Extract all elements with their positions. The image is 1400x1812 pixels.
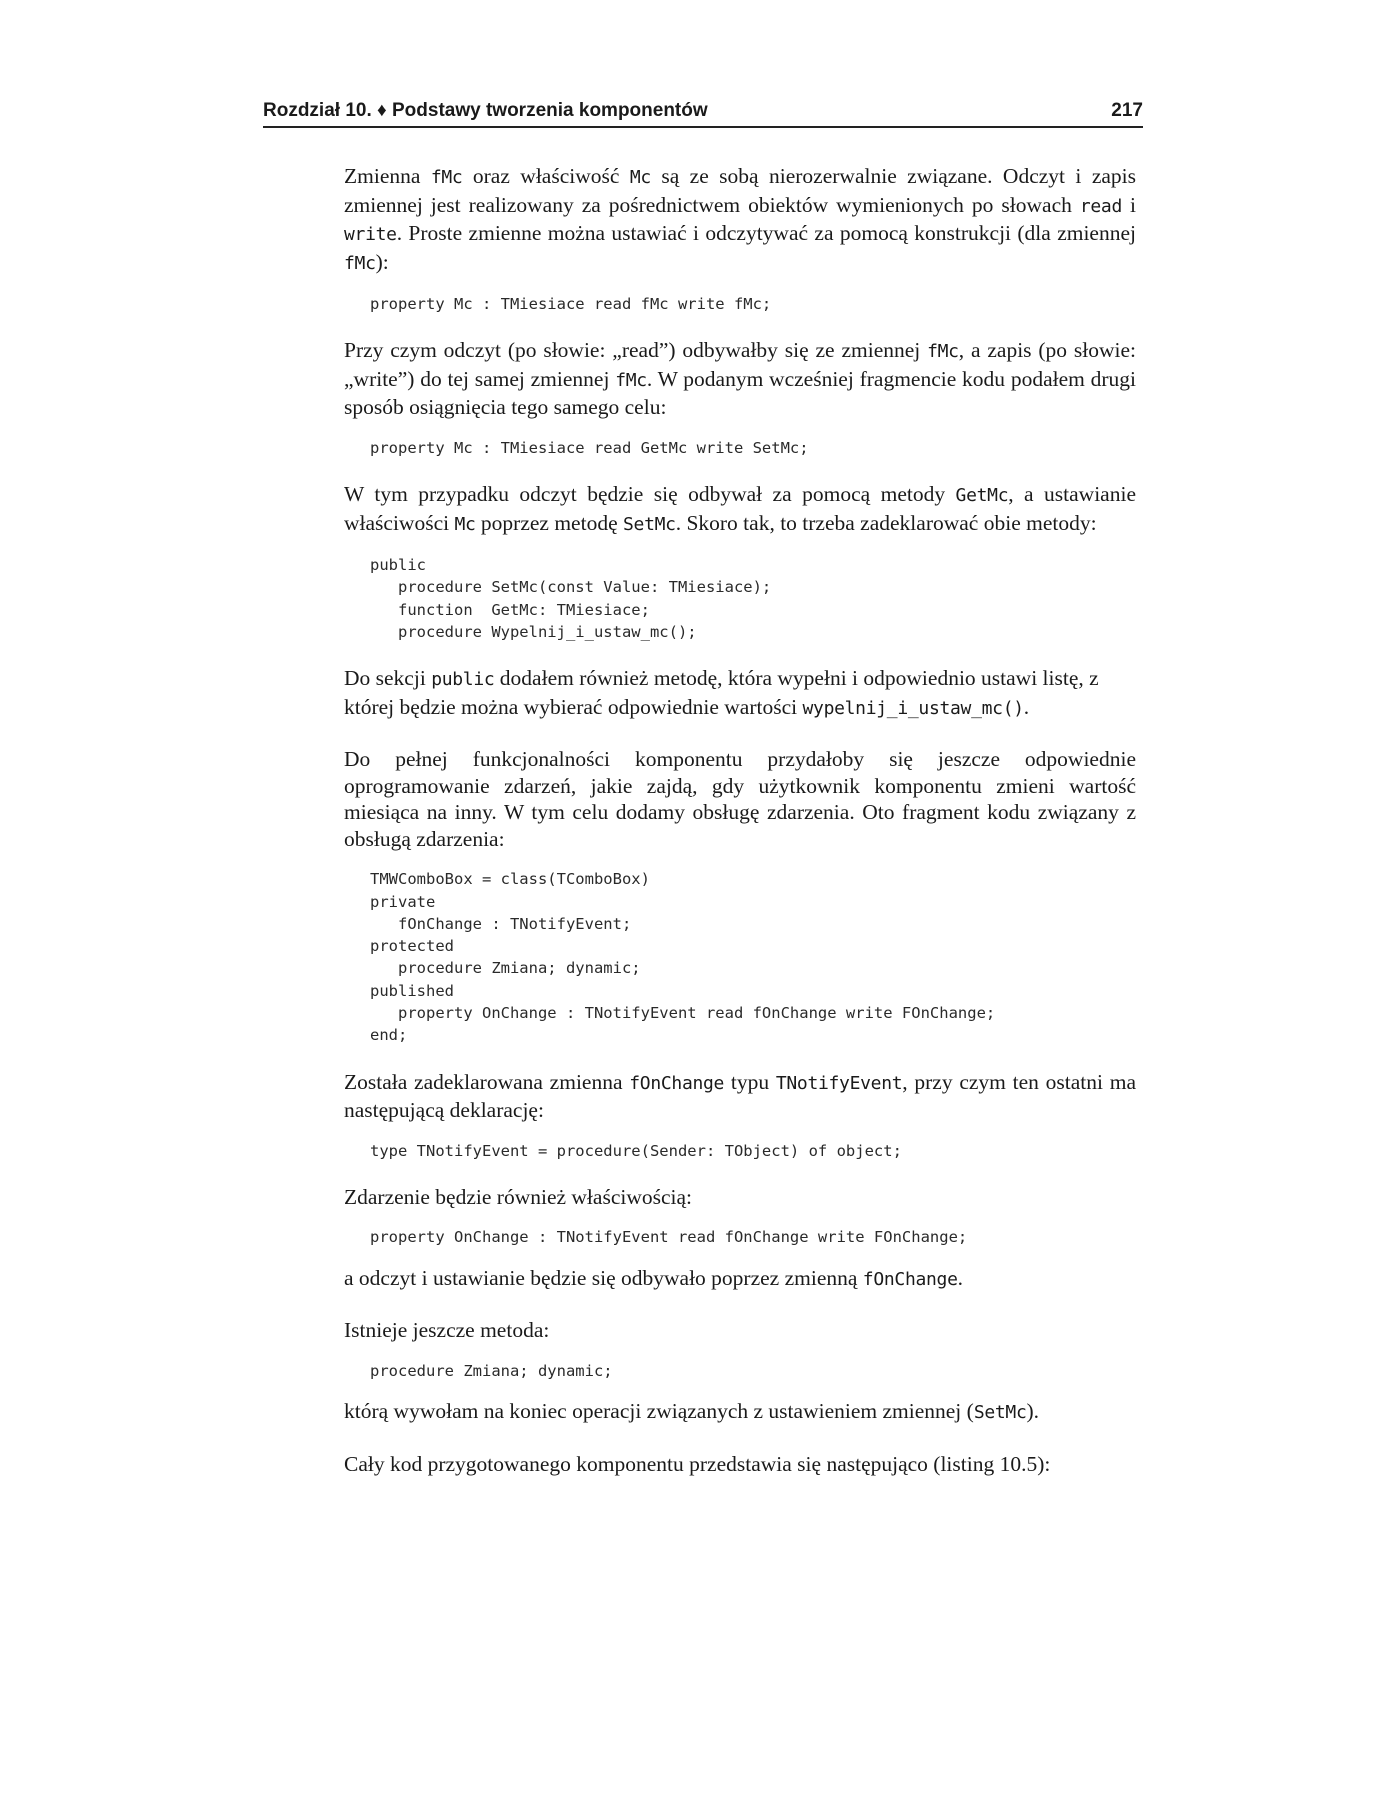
paragraph-10 xyxy=(344,1398,1136,1427)
inline-code: SetMc xyxy=(973,1402,1027,1424)
text: i xyxy=(1122,192,1136,217)
paragraph-9: Istnieje jeszcze metoda: xyxy=(344,1318,550,1343)
paragraph-8 xyxy=(344,1265,1136,1294)
code-block-3: public procedure SetMc(const Value: TMiesiace); function GetMc: TMiesiace; procedure Wypelnij_i_ustaw_mc(); xyxy=(370,556,772,641)
paragraph-11: Cały kod przygotowanego komponentu przedstawia się następująco (listing 10.5): xyxy=(344,1451,1051,1476)
page-number: 217 xyxy=(1111,100,1143,121)
code-block-2: property Mc : TMiesiace read GetMc write SetMc; xyxy=(370,438,809,457)
text: którą wywołam na koniec operacji związanych z ustawieniem zmiennej ( xyxy=(344,1399,974,1424)
text: Przy czym odczyt (po słowie: „read”) odbywałby się ze zmiennej xyxy=(344,338,928,363)
inline-code: Mc xyxy=(629,167,651,188)
paragraph-7: Zdarzenie będzie również właściwością: xyxy=(344,1184,693,1209)
text: , a zapis (po słowie: „write”) do tej samej zmiennej xyxy=(344,338,1136,391)
inline-code: Mc xyxy=(454,513,476,535)
inline-code: TNotifyEvent xyxy=(775,1072,903,1094)
inline-code: read xyxy=(1079,195,1123,217)
inline-code: fMc xyxy=(344,252,376,274)
text: ): xyxy=(375,249,389,274)
text: . xyxy=(1023,694,1030,719)
inline-code: fMc xyxy=(430,167,463,188)
inline-code: wypelnij_i_ustaw_mc() xyxy=(802,697,1024,719)
page-content xyxy=(344,163,1136,1477)
inline-code: fOnChange xyxy=(629,1072,725,1094)
text: , a ustawianie właściwości xyxy=(344,482,1136,535)
text: . Proste zmienne można ustawiać i odczytywać za pomocą konstrukcji (dla zmiennej xyxy=(396,221,1136,245)
text: Zmienna xyxy=(344,164,431,188)
inline-code: public xyxy=(431,669,495,691)
paragraph-6 xyxy=(344,1069,1136,1124)
text: oraz właściwość xyxy=(462,164,630,188)
paragraph-5: Do pełnej funkcjonalności komponentu przydałoby się jeszcze odpowiednie oprogramowanie zdarzeń, jakie zajdą, gdy użytkownik komponentu zmieni wartość miesiąca na inny. W tym celu dodamy obsługę zdarzenia. Oto fragment kodu związany z obsługą zdarzenia: xyxy=(344,747,1136,851)
text: , przy czym ten ostatni ma następującą deklarację: xyxy=(344,1069,1136,1123)
text: Do sekcji xyxy=(344,666,432,691)
text: ). xyxy=(1026,1399,1040,1424)
inline-code: SetMc xyxy=(623,513,676,535)
paragraph-2 xyxy=(344,337,1136,421)
paragraph-4 xyxy=(344,665,1136,722)
text: a odczyt i ustawianie będzie się odbywało poprzez zmienną xyxy=(344,1265,863,1290)
inline-code: fMc xyxy=(615,369,647,391)
text: dodałem również metodę, która wypełni i odpowiednio ustawi listę, z której będzie można wybierać odpowiednie wartości xyxy=(344,666,1099,719)
inline-code: GetMc xyxy=(955,485,1009,507)
text: . xyxy=(957,1265,964,1290)
text: poprzez metodę xyxy=(475,510,623,535)
paragraph-1 xyxy=(344,163,1136,277)
text: W tym przypadku odczyt będzie się odbywał za pomocą metody xyxy=(344,482,956,507)
code-block-5: type TNotifyEvent = procedure(Sender: TObject) of object; xyxy=(370,1141,902,1160)
text: . Skoro tak, to trzeba zadeklarować obie metody: xyxy=(675,510,1097,535)
code-block-6: property OnChange : TNotifyEvent read fOnChange write FOnChange; xyxy=(370,1228,968,1247)
inline-code: write xyxy=(344,224,397,245)
code-block-4: TMWComboBox = class(TComboBox) private fOnChange : TNotifyEvent; protected procedure Zmiana; dynamic; published property OnChange : TNotifyEvent read fOnChange write FOnChange; end; xyxy=(370,870,996,1045)
text: są ze sobą nierozerwalnie związane. Odczyt i zapis zmiennej jest realizowany za pośrednictwem obiektów wymienionych po słowach xyxy=(344,164,1136,217)
chapter-title: Rozdział 10. ♦ Podstawy tworzenia komponentów xyxy=(263,100,708,121)
text: . W podanym wcześniej fragmencie kodu podałem drugi sposób osiągnięcia tego samego celu: xyxy=(344,366,1137,420)
text: typu xyxy=(724,1069,776,1094)
text: Została zadeklarowana zmienna xyxy=(344,1069,630,1094)
paragraph-3 xyxy=(344,481,1136,538)
inline-code: fOnChange xyxy=(862,1268,958,1290)
running-header xyxy=(263,100,1143,128)
code-block-7: procedure Zmiana; dynamic; xyxy=(370,1361,613,1380)
inline-code: fMc xyxy=(927,341,959,363)
code-block-1: property Mc : TMiesiace read fMc write fMc; xyxy=(370,295,772,313)
